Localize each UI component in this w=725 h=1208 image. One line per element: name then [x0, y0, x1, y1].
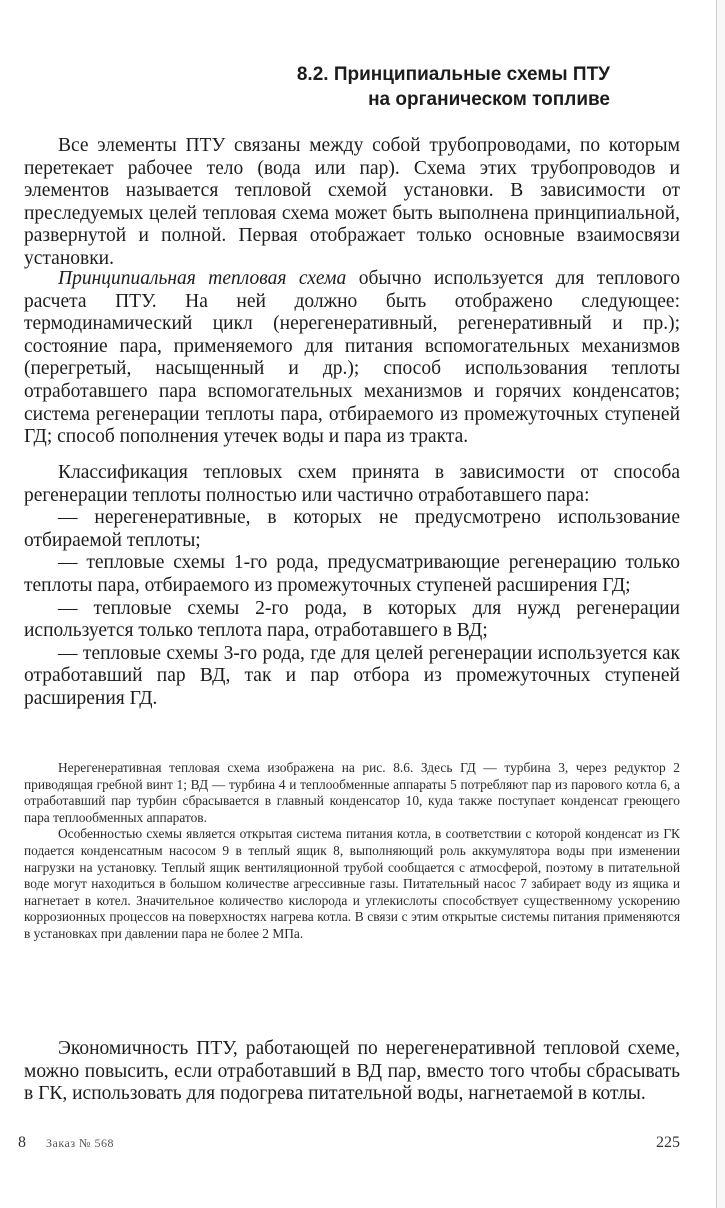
economy-block	[24, 1038, 680, 1106]
list-item-first-kind: — тепловые схемы 1-го рода, предусматривающие регенерацию только теплоты пара, отбираемого из промежуточных ступеней расширения ГД;	[24, 552, 680, 596]
section-heading	[270, 62, 610, 112]
section-heading-line-1: 8.2. Принципиальные схемы ПТУ	[296, 64, 610, 85]
signature-number: 8	[18, 1134, 26, 1151]
paragraph-classification: Классификация тепловых схем принята в зависимости от способа регенерации теплоты полностью или частично отработавшего пара:	[24, 462, 680, 506]
list-item-nonregenerative: — нерегенеративные, в которых не предусмотрено использование отбираемой теплоты;	[24, 507, 680, 551]
principal-scheme-text: обычно используется для теплового расчета ПТУ. На ней должно быть отображено следующее: термодинамический цикл (нерегенеративный, регенеративный и пр.); состояние пара, применяемого для питания вспомогательных механизмов (перегретый, насыщенный и др.); способ использования теплоты отработавшего пара вспомогательных механизмов и горячих конденсатов; система регенерации теплоты пара, отбираемого из промежуточных ступеней ГД; способ пополнения утечек воды и пара из тракта.	[24, 268, 680, 448]
paragraph-economy: Экономичность ПТУ, работающей по нерегенеративной тепловой схеме, можно повысить, если отработавший в ВД пар, вместо того чтобы сбрасывать в ГК, использовать для подогрева питательной воды, нагнетаемой в котлы.	[24, 1038, 680, 1105]
small-paragraph-scheme-description: Нерегенеративная тепловая схема изображена на рис. 8.6. Здесь ГД — турбина 3, через редуктор 2 приводящая гребной винт 1; ВД — турбина 4 и теплообменные аппараты 5 потребляют пар из парового котла 6, а отработавший пар турбин сбрасывается в главный конденсатор 10, куда также поступает конденсат греющего пара теплообменных аппаратов.	[24, 760, 680, 825]
page-number: 225	[656, 1134, 680, 1151]
small-paragraph-open-system: Особенностью схемы является открытая система питания котла, в соответствии с которой конденсат из ГК подается конденсатным насосом 9 в теплый ящик 8, выполняющий роль аккумулятора воды при изменении нагрузки на установку. Теплый ящик вентиляционной трубой сообщается с атмосферой, поэтому в питательной воде могут находиться в большом количестве агрессивные газы. Питательный насос 7 забирает воду из ящика и нагнетает в котел. Значительное количество кислорода и углекислоты способствует существенному ускорению коррозионных процессов на поверхностях нагрева котла. В связи с этим открытые системы питания применяются в установках при давлении пара не более 2 МПа.	[24, 826, 680, 941]
small-print-block	[24, 760, 680, 943]
paragraph-principal-scheme	[24, 268, 680, 449]
principal-scheme-block	[24, 268, 680, 449]
principal-scheme-term: Принципиальная тепловая схема	[58, 268, 347, 289]
list-item-second-kind: — тепловые схемы 2-го рода, в которых для нужд регенерации используется только теплота пара, отработавшего в ВД;	[24, 597, 680, 642]
list-item-third-kind: — тепловые схемы 3-го рода, где для целей регенерации используется как отработавший пар ВД, так и пар отбора из промежуточных ступеней расширения ГД.	[24, 642, 680, 709]
paragraph-intro: Все элементы ПТУ связаны между собой трубопроводами, по которым перетекает рабочее тело (вода или пар). Схема этих трубопроводов и элементов называется тепловой схемой установки. В зависимости от преследуемых целей тепловая схема может быть выполнена принципиальной, развернутой и полной. Первая отображает только основные взаимосвязи установки.	[24, 135, 680, 269]
intro-paragraph-block	[24, 135, 680, 271]
scan-edge	[716, 0, 725, 1208]
section-heading-line-2: на органическом топливе	[368, 89, 610, 110]
print-order: Заказ № 568	[46, 1136, 115, 1150]
classification-block	[24, 462, 680, 711]
